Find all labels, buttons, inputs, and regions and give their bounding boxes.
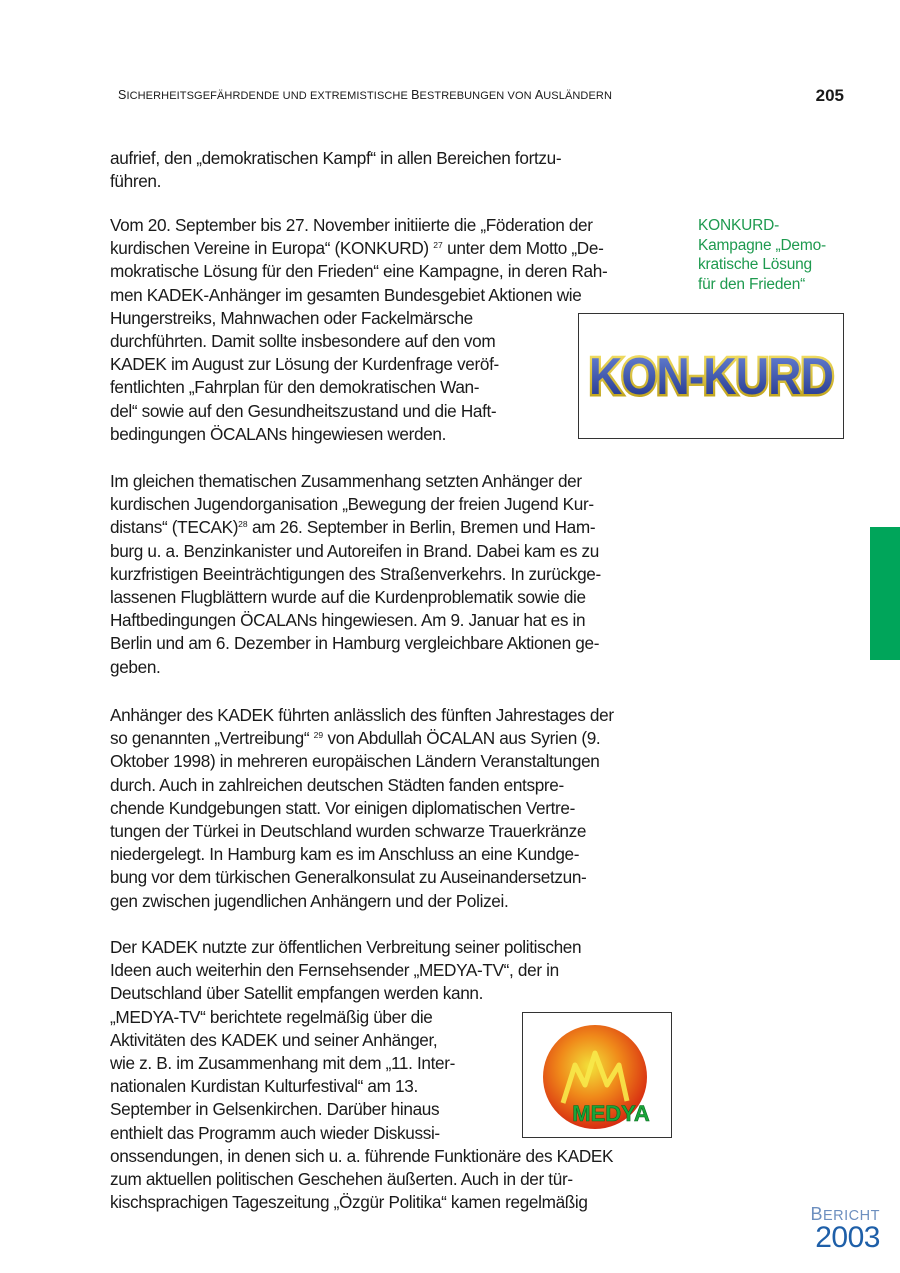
- running-head-part: ICHERHEITSGEFÄHRDENDE UND EXTREMISTISCHE: [126, 90, 412, 102]
- text-line: Der KADEK nutzte zur öffentlichen Verbreitung seiner politischen: [110, 937, 582, 957]
- margin-note-line: für den Frieden“: [698, 275, 806, 293]
- text-line: Deutschland über Satellit empfangen werden kann.: [110, 983, 484, 1004]
- section-tab: [870, 527, 900, 660]
- page-number: 205: [815, 86, 844, 105]
- text-line: durchführten. Damit sollte insbesondere auf den vom: [110, 331, 496, 352]
- footnote-marker[interactable]: 29: [313, 730, 324, 741]
- text-line: Berlin und am 6. Dezember in Hamburg vergleichbare Aktionen ge-: [110, 633, 600, 654]
- running-head-part: B: [411, 88, 420, 102]
- footnote-marker[interactable]: 28: [238, 519, 248, 530]
- running-head-part: USLÄNDERN: [543, 90, 612, 102]
- text-line: Ideen auch weiterhin den Fernsehsender „MEDYA-TV“, der in: [110, 960, 559, 981]
- text-line: Anhänger des KADEK führten anlässlich des fünften Jahrestages der: [110, 705, 614, 725]
- text-line: „MEDYA-TV“ berichtete regelmäßig über die: [110, 1006, 433, 1027]
- text-line: wie z. B. im Zusammenhang mit dem „11. Inter-: [110, 1053, 455, 1074]
- text-line: Aktivitäten des KADEK und seiner Anhänger,: [110, 1029, 438, 1050]
- text-line: zum aktuellen politischen Geschehen äußerten. Auch in der tür-: [110, 1169, 573, 1190]
- text-line: men KADEK-Anhänger im gesamten Bundesgebiet Aktionen wie: [110, 284, 582, 305]
- text-line: Im gleichen thematischen Zusammenhang setzten Anhänger der: [110, 471, 582, 491]
- footnote-marker[interactable]: 27: [433, 240, 443, 251]
- text-line: Vom 20. September bis 27. November initiierte die „Föderation der: [110, 215, 593, 235]
- running-head-part: S: [118, 88, 127, 102]
- text-line: nationalen Kurdistan Kulturfestival“ am 13.: [110, 1076, 418, 1097]
- paragraph-4: [110, 704, 614, 913]
- report-mark: [811, 1206, 881, 1253]
- running-head-part: A: [534, 88, 544, 102]
- medya-logo-image: [522, 1012, 672, 1138]
- medya-logo-text: MEDYA: [572, 1101, 650, 1126]
- paragraph-2: [110, 214, 607, 446]
- medya-logo: [523, 1013, 671, 1137]
- text-line: kurzfristigen Beeinträchtigungen des Straßenverkehrs. In zurückge-: [110, 563, 601, 584]
- text-line: kurdischen Jugendorganisation „Bewegung der freien Jugend Kur-: [110, 494, 594, 515]
- margin-note-line: Kampagne „Demo-: [698, 236, 826, 254]
- text-line: burg u. a. Benzinkanister und Autoreifen in Brand. Dabei kam es zu: [110, 540, 600, 561]
- text-line: KADEK im August zur Lösung der Kurdenfrage veröf-: [110, 354, 499, 375]
- text-line: tungen der Türkei in Deutschland wurden schwarze Trauerkränze: [110, 821, 587, 842]
- konkurd-logo-text: KON-KURD: [589, 348, 833, 406]
- text-line: Oktober 1998) in mehreren europäischen Ländern Veranstaltungen: [110, 751, 600, 772]
- text-line: fentlichten „Fahrplan für den demokratischen Wan-: [110, 377, 480, 398]
- paragraph-1: [110, 147, 561, 193]
- text-line: lassenen Flugblättern wurde auf die Kurdenproblematik sowie die: [110, 587, 586, 608]
- text-line: kurdischen Vereine in Europa“ (KONKURD) $^{27}$ unter dem Motto „De-: [110, 238, 604, 259]
- konkurd-logo-image: [578, 313, 844, 439]
- text-line: chende Kundgebungen statt. Vor einigen diplomatischen Vertre-: [110, 797, 576, 818]
- text-line: geben.: [110, 656, 161, 677]
- text-line: so genannten „Vertreibung“ $^{29}$ von Abdullah ÖCALAN aus Syrien (9.: [110, 728, 601, 749]
- paragraph-3: [110, 470, 601, 679]
- text-line: enthielt das Programm auch wieder Diskussi-: [110, 1122, 440, 1143]
- text-line: kischsprachigen Tageszeitung „Özgür Politika“ kamen regelmäßig: [110, 1192, 588, 1213]
- text-line: aufrief, den „demokratischen Kampf“ in allen Bereichen fortzu-: [110, 148, 562, 168]
- running-head-part: ESTREBUNGEN VON: [419, 90, 535, 102]
- text-line: durch. Auch in zahlreichen deutschen Städten fanden entspre-: [110, 774, 564, 795]
- text-line: onssendungen, in denen sich u. a. führende Funktionäre des KADEK: [110, 1145, 614, 1166]
- margin-note-konkurd: [698, 216, 868, 294]
- text-line: bung vor dem türkischen Generalkonsulat zu Auseinandersetzun-: [110, 867, 587, 888]
- text-line: Hungerstreiks, Mahnwachen oder Fackelmärsche: [110, 307, 473, 328]
- konkurd-logo: [579, 314, 843, 438]
- margin-note-line: kratische Lösung: [698, 256, 812, 274]
- text-line: niedergelegt. In Hamburg kam es im Anschluss an eine Kundge-: [110, 844, 580, 865]
- report-year: 2003: [815, 1221, 880, 1254]
- report-word: BERICHT: [810, 1204, 880, 1224]
- text-line: mokratische Lösung für den Frieden“ eine Kampagne, in deren Rah-: [110, 261, 608, 282]
- margin-note-line: KONKURD-: [698, 217, 780, 234]
- running-head: [118, 88, 612, 102]
- text-line: Haftbedingungen ÖCALANs hingewiesen. Am 9. Januar hat es in: [110, 610, 586, 631]
- text-line: führen.: [110, 171, 162, 192]
- text-line: bedingungen ÖCALANs hingewiesen werden.: [110, 423, 447, 444]
- text-line: distans“ (TECAK)$^{28}$ am 26. September in Berlin, Bremen und Ham-: [110, 517, 596, 538]
- text-line: del“ sowie auf den Gesundheitszustand und die Haft-: [110, 400, 497, 421]
- text-line: September in Gelsenkirchen. Darüber hinaus: [110, 1099, 440, 1120]
- text-line: gen zwischen jugendlichen Anhängern und der Polizei.: [110, 890, 509, 911]
